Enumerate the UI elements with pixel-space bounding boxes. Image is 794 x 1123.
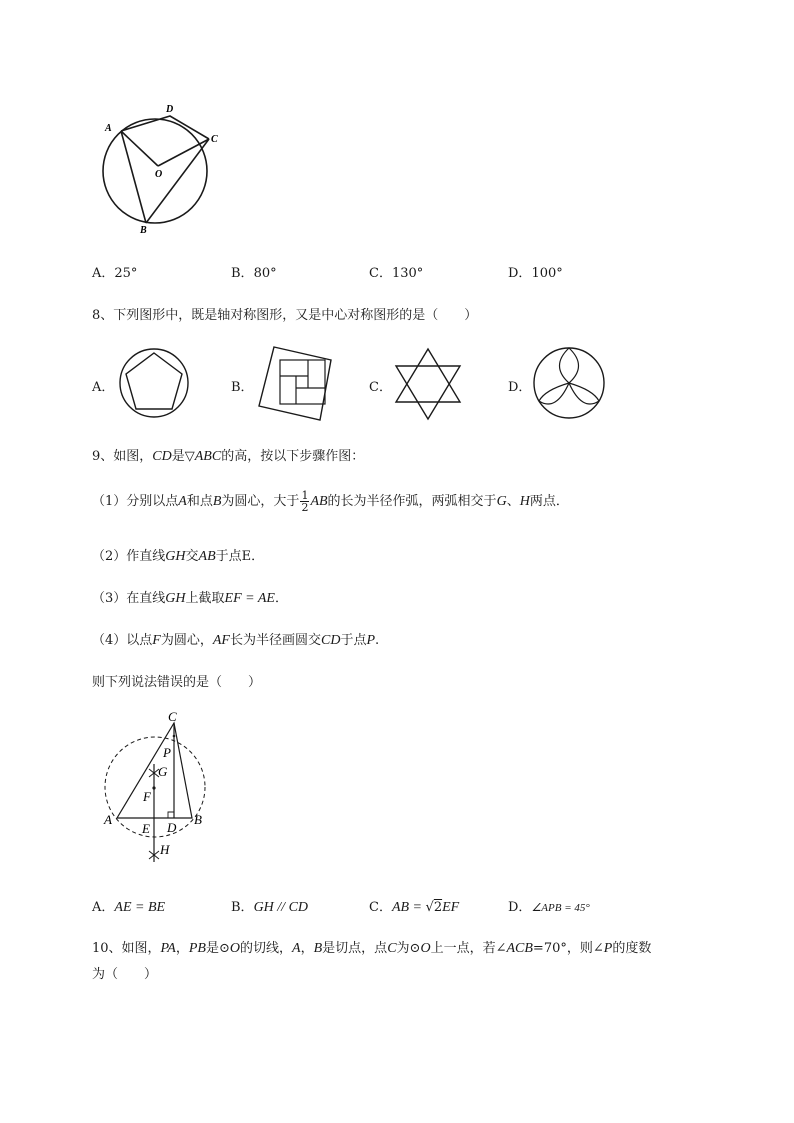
six-point-star-icon[interactable] (393, 347, 463, 421)
q9-step-1: （1）分别以点A和点B为圆心，大于 $\frac{1}{2}$ AB的长为半径作弧，两弧相交于G、H两点． (92, 489, 569, 514)
q7-circle-figure (98, 96, 228, 236)
q7-label-a: A (105, 123, 112, 134)
q9-step-3: （3）在直线GH上截取EF = AE． (92, 591, 288, 606)
q9-option-b[interactable]: B．GH // CD (231, 900, 309, 915)
q9-stem: 9、如图，CD是▽ABC的高，按以下步骤作图： (92, 449, 365, 464)
q7-label-c: C (211, 134, 218, 145)
nested-squares-icon[interactable] (256, 344, 336, 424)
q9-label-h: H (160, 842, 170, 857)
q9-step-4: （4）以点F为圆心，AF长为半径画圆交CD于点P. (92, 633, 380, 648)
q9-option-d[interactable]: D．∠APB = 45° (508, 900, 590, 915)
three-petal-circle-icon[interactable] (532, 346, 606, 420)
q7-option-a[interactable]: A．25° (92, 266, 138, 281)
pentagon-in-circle-icon[interactable] (118, 347, 190, 419)
q9-step-2: （2）作直线GH交AB于点E． (92, 549, 265, 564)
q9-construction-figure (100, 712, 212, 870)
q8-option-a[interactable]: A． (92, 380, 115, 395)
q8-option-b[interactable]: B． (231, 380, 254, 395)
q10-stem-line-2: 为（ ） (92, 967, 158, 982)
q9-option-a[interactable]: A．AE = BE (92, 900, 166, 915)
q8-stem: 8、下列图形中，既是轴对称图形，又是中心对称图形的是（ ） (92, 308, 478, 323)
q8-option-c[interactable]: C． (369, 380, 392, 395)
one-half-fraction: $\frac{1}{2}$ (301, 489, 309, 514)
sqrt-icon: √ (425, 900, 434, 915)
q9-label-a: A (104, 812, 112, 827)
q7-label-o: O (155, 169, 163, 180)
q9-label-g: G (158, 764, 168, 779)
q9-label-d: D (167, 820, 177, 835)
q9-label-p: P (163, 745, 171, 760)
q9-label-e: E (142, 821, 150, 836)
q9-label-b: B (194, 812, 202, 827)
q10-stem-line-1: 10、如图，PA，PB是⊙O的切线，A，B是切点，点C为⊙O上一点，若∠ACB=70°，则∠P的度数 (92, 941, 652, 956)
q9-question: 则下列说法错误的是（ ） (92, 675, 262, 690)
q7-option-b[interactable]: B．80° (231, 266, 277, 281)
q9-option-c[interactable]: C．AB = √2EF (369, 900, 460, 915)
q7-label-b: B (140, 225, 147, 236)
q9-label-f: F (143, 789, 151, 804)
q9-label-c: C (168, 712, 177, 724)
q8-option-d[interactable]: D． (508, 380, 532, 395)
q7-option-c[interactable]: C．130° (369, 266, 424, 281)
q7-label-d: D (166, 104, 174, 115)
q7-option-d[interactable]: D．100° (508, 266, 563, 281)
